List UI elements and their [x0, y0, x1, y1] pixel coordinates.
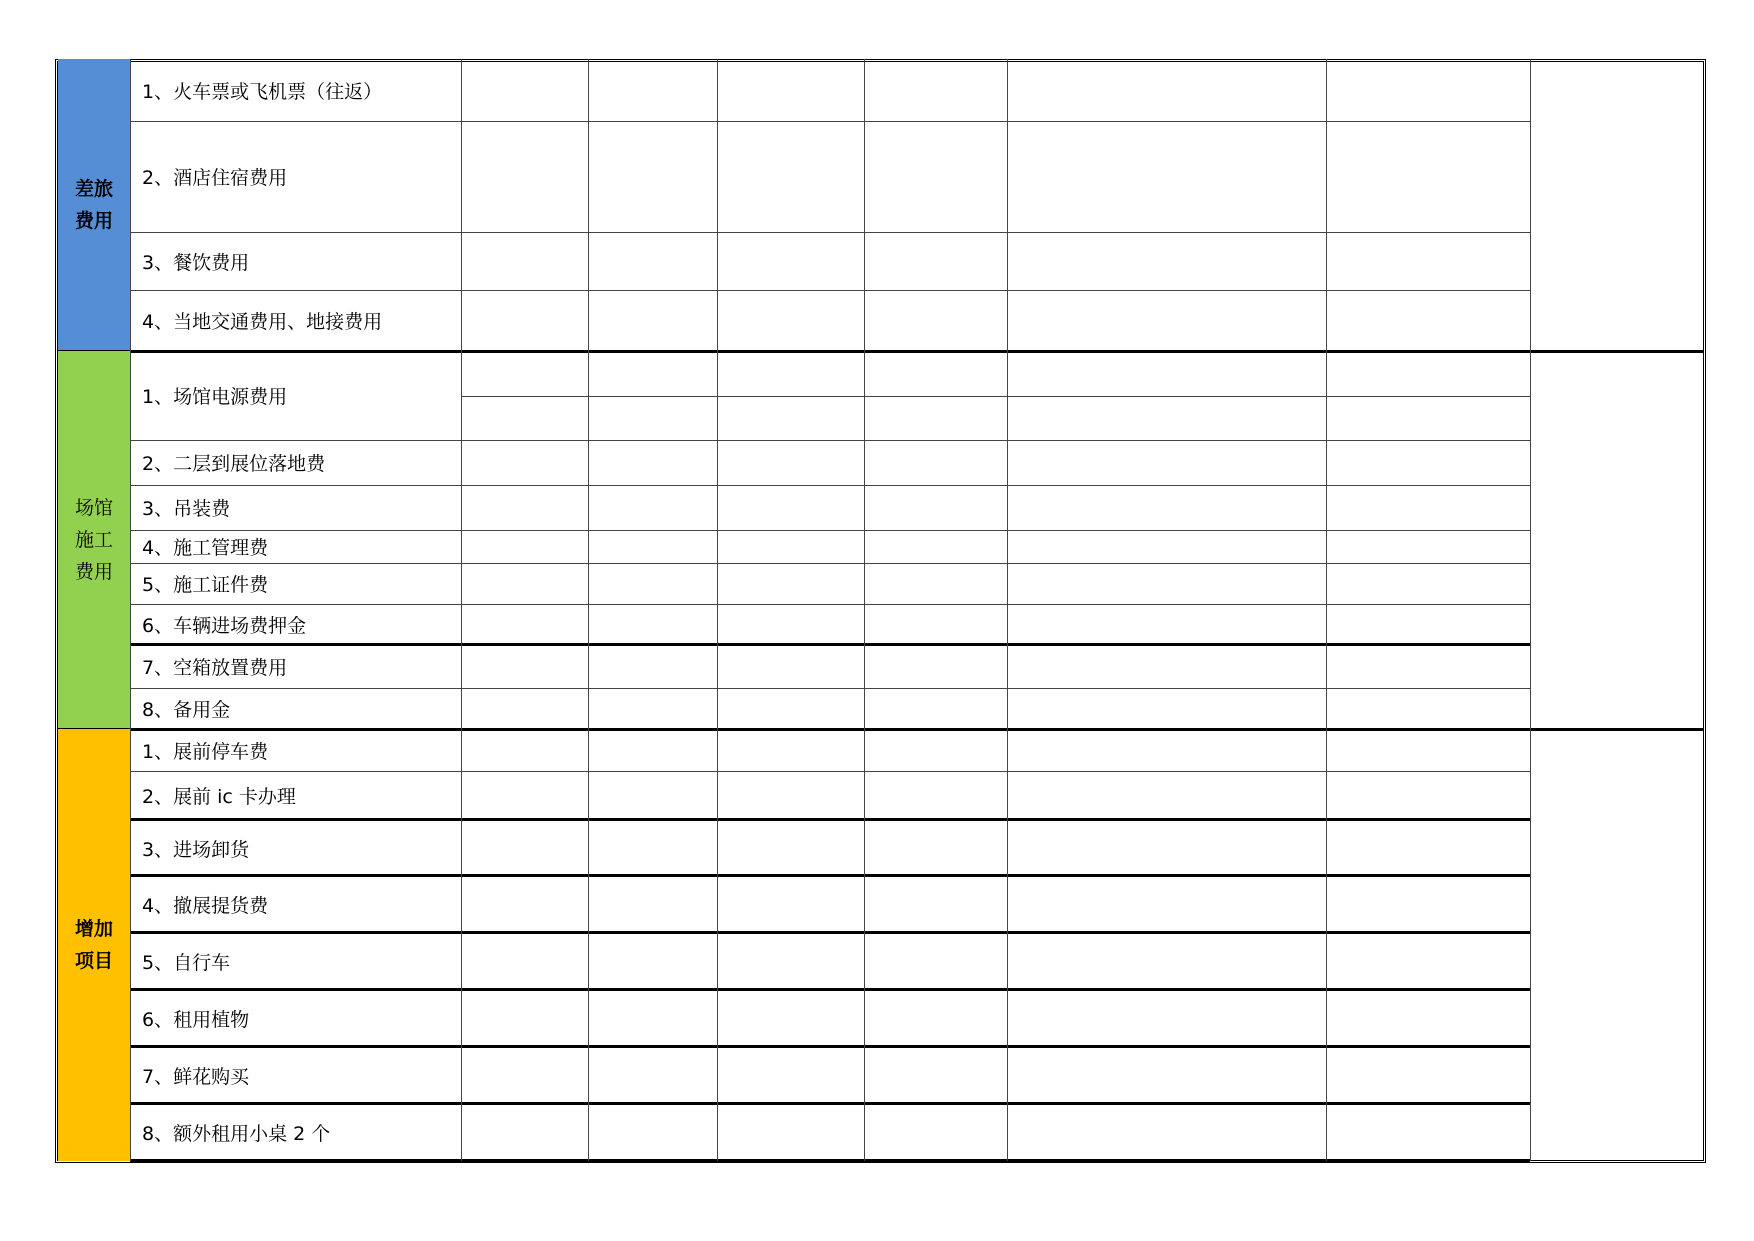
sub-row-divider: [461, 396, 1530, 397]
remarks-cell: [1530, 59, 1704, 351]
item-label: 8、备用金: [142, 699, 231, 721]
column-divider: [588, 729, 589, 1161]
column-divider: [864, 351, 865, 729]
column-divider: [717, 729, 718, 1161]
column-divider: [588, 351, 589, 729]
item-label: 2、二层到展位落地费: [142, 453, 326, 475]
item-label-cell: [130, 59, 461, 121]
column-divider: [130, 351, 131, 729]
item-label-cell: [130, 604, 461, 645]
remarks-cell: [1530, 729, 1704, 1161]
category-label: 差旅 费用: [74, 178, 113, 232]
item-label: 5、施工证件费: [142, 574, 269, 596]
item-label-cell: [130, 440, 461, 485]
category-cell: [58, 59, 130, 351]
item-label-cell: [130, 688, 461, 729]
category-cell: [58, 729, 130, 1161]
item-label: 2、酒店住宿费用: [142, 167, 288, 189]
item-label: 3、餐饮费用: [142, 251, 250, 274]
row-divider: [130, 1159, 1530, 1162]
item-label-cell: [130, 290, 461, 351]
column-divider: [461, 729, 462, 1161]
item-label: 7、鲜花购买: [142, 1066, 250, 1088]
column-divider: [1530, 59, 1531, 351]
column-divider: [130, 59, 131, 351]
category-cell: [58, 351, 130, 729]
item-label-cell: [130, 1047, 461, 1104]
item-label: 4、施工管理费: [142, 537, 269, 559]
item-label-cell: [130, 530, 461, 563]
column-divider: [461, 351, 462, 729]
item-label: 1、场馆电源费用: [142, 386, 288, 408]
column-divider: [717, 59, 718, 351]
column-divider: [1007, 351, 1008, 729]
column-divider: [1530, 729, 1531, 1161]
item-label-cell: [130, 645, 461, 688]
column-divider: [461, 59, 462, 351]
category-label: 增加 项目: [74, 918, 113, 972]
column-divider: [1326, 59, 1327, 351]
column-divider: [1326, 351, 1327, 729]
item-label-cell: [130, 1104, 461, 1161]
item-label-cell: [130, 729, 461, 771]
item-label: 2、展前 ic 卡办理: [142, 786, 296, 808]
item-label: 8、额外租用小桌 2 个: [142, 1123, 331, 1145]
item-label: 4、撤展提货费: [142, 895, 269, 917]
item-label: 3、吊装费: [142, 498, 231, 520]
column-divider: [717, 351, 718, 729]
item-label: 6、车辆进场费押金: [142, 615, 307, 637]
column-divider: [864, 729, 865, 1161]
item-label-cell: [130, 820, 461, 876]
item-label-cell: [130, 232, 461, 290]
item-label: 4、当地交通费用、地接费用: [142, 311, 383, 333]
column-divider: [1326, 729, 1327, 1161]
column-divider: [1007, 729, 1008, 1161]
item-label-cell: [130, 485, 461, 530]
column-divider: [1530, 351, 1531, 729]
item-label: 7、空箱放置费用: [142, 657, 288, 679]
column-divider: [864, 59, 865, 351]
item-label-cell: [130, 563, 461, 604]
item-label-cell: [130, 990, 461, 1047]
item-label-cell: [130, 121, 461, 232]
column-divider: [588, 59, 589, 351]
column-divider: [1007, 59, 1008, 351]
item-label-cell: [130, 876, 461, 933]
category-label: 场馆 施工 费用: [74, 497, 113, 583]
item-label: 1、展前停车费: [142, 740, 269, 763]
item-label-cell: [130, 351, 461, 440]
item-label: 3、进场卸货: [142, 838, 250, 861]
item-label: 6、租用植物: [142, 1009, 250, 1031]
item-label: 5、自行车: [142, 952, 231, 974]
remarks-cell: [1530, 351, 1704, 729]
item-label-cell: [130, 933, 461, 990]
item-label: 1、火车票或飞机票（往返）: [142, 80, 383, 103]
column-divider: [130, 729, 131, 1161]
item-label-cell: [130, 771, 461, 820]
